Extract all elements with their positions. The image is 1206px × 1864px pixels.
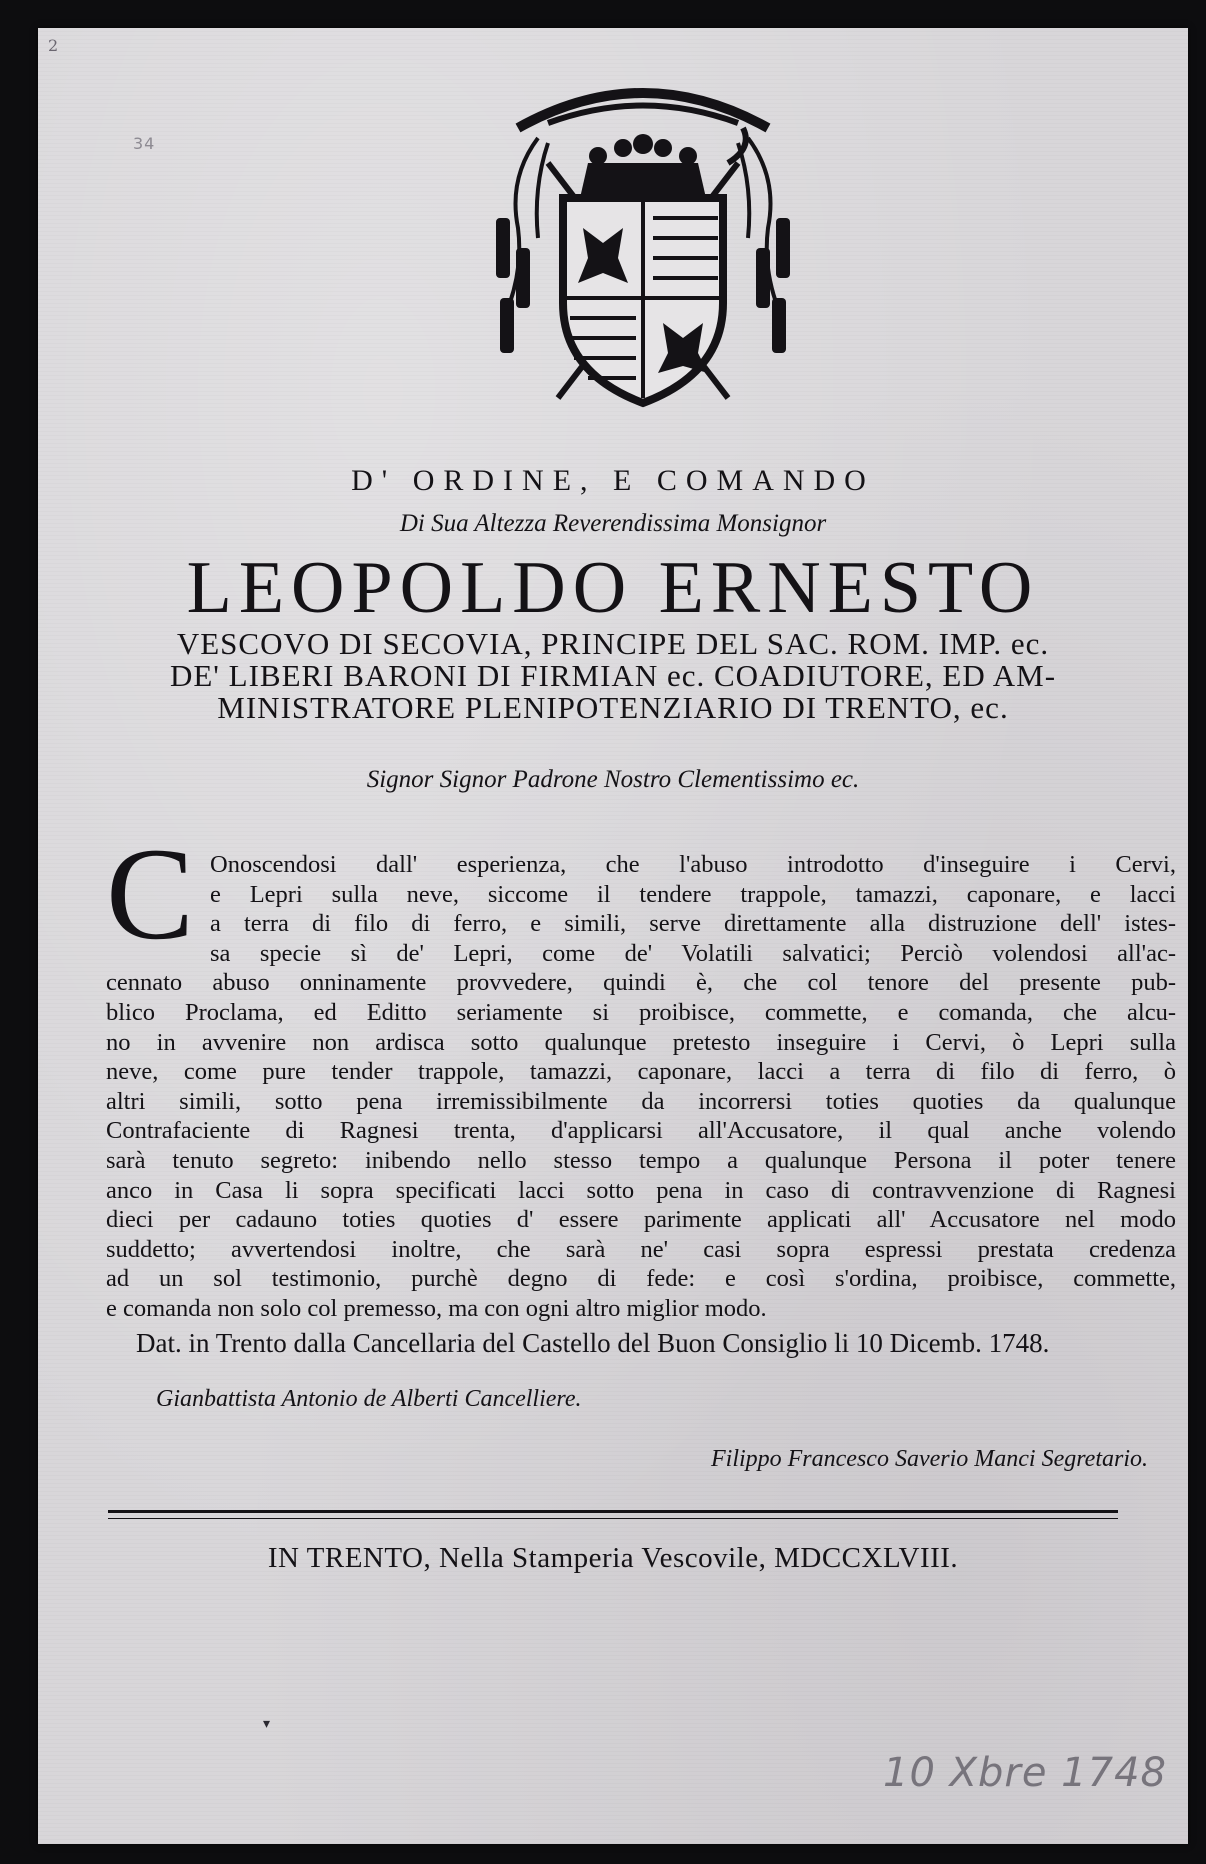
- date-line: Dat. in Trento dalla Cancellaria del Castello del Buon Consiglio li 10 Dicemb. 1748.: [136, 1328, 1050, 1358]
- body-line: no in avvenire non ardisca sotto qualunque pretesto inseguire i Cervi, ò Lepri sulla: [106, 1028, 1176, 1056]
- chancellor-signature: Gianbattista Antonio de Alberti Cancelliere.: [156, 1386, 582, 1412]
- secretary-signature: Filippo Francesco Saverio Manci Segretario.: [710, 1446, 1148, 1472]
- body-line: Onoscendosi dall' esperienza, che l'abuso introdotto d'inseguire i Cervi,: [210, 851, 1176, 878]
- body-line: suddetto; avvertendosi inoltre, che sarà ne' casi sopra espressi prestata credenza: [106, 1235, 1176, 1263]
- divider-rule: [108, 1510, 1118, 1519]
- corner-mark: 2: [48, 36, 59, 55]
- body-line: a terra di filo di ferro, e simili, serve direttamente alla distruzione dell' istes-: [210, 910, 1176, 938]
- ink-mark: ▾: [263, 1716, 271, 1732]
- title-line: VESCOVO DI SECOVIA, PRINCIPE DEL SAC. ROM. IMP. ec.: [176, 626, 1050, 661]
- bishop-name: LEOPOLDO ERNESTO: [186, 547, 1040, 629]
- pencil-date-annotation: 10 Xbre 1748: [883, 1750, 1167, 1796]
- body-line: cennato abuso onninamente provvedere, quindi è, che col tenore del presente pub-: [106, 969, 1176, 997]
- body-line: altri simili, sotto pena irremissibilmente da incorrersi toties quoties da qualunque: [106, 1087, 1176, 1115]
- body-line: blico Proclama, ed Editto seriamente si proibisce, commette, e comanda, che alcu-: [106, 998, 1176, 1026]
- pencil-catalog-number: 34: [133, 134, 156, 153]
- printer-imprint: IN TRENTO, Nella Stamperia Vescovile, MDCCXLVIII.: [267, 1542, 959, 1574]
- body-line: anco in Casa li sopra specificati lacci sotto pena in caso di contravvenzione di Ragnesi: [106, 1176, 1176, 1204]
- body-line: neve, come pure tender trappole, tamazzi, caponare, lacci a terra di filo di ferro, ò: [106, 1058, 1176, 1086]
- edict-body: [106, 850, 1176, 1324]
- bishop-titles: [138, 628, 1088, 724]
- salutation: Signor Signor Padrone Nostro Clementissimo ec.: [366, 766, 860, 793]
- body-line: e comanda non solo col premesso, ma con ogni altro miglior modo.: [106, 1294, 767, 1322]
- printed-edict-sheet: [38, 28, 1188, 1844]
- body-line: ad un sol testimonio, purchè degno di fede: e così s'ordina, proibisce, commette,: [106, 1265, 1176, 1293]
- body-line: dieci per cadauno toties quoties d' essere parimente applicati all' Accusatore nel modo: [106, 1206, 1176, 1234]
- title-line: MINISTRATORE PLENIPOTENZIARIO DI TRENTO, ec.: [217, 690, 1009, 725]
- drop-cap: C: [106, 820, 195, 967]
- highness-line: Di Sua Altezza Reverendissima Monsignor: [399, 510, 827, 537]
- body-line: sa specie sì de' Lepri, come de' Volatili salvatici; Perciò volendosi all'ac-: [210, 939, 1176, 967]
- title-line: DE' LIBERI BARONI DI FIRMIAN ec. COADIUTORE, ED AM-: [169, 658, 1057, 693]
- body-line: sarà tenuto segreto: inibendo nello stesso tempo a qualunque Persona il poter tenere: [106, 1146, 1176, 1174]
- order-heading: D' ORDINE, E COMANDO: [351, 464, 875, 497]
- body-line: e Lepri sulla neve, siccome il tendere trappole, tamazzi, caponare, e lacci: [210, 880, 1176, 908]
- body-line: Contrafaciente di Ragnesi trenta, d'applicarsi all'Accusatore, il qual anche volendo: [106, 1117, 1176, 1145]
- coat-of-arms-icon: [478, 68, 808, 438]
